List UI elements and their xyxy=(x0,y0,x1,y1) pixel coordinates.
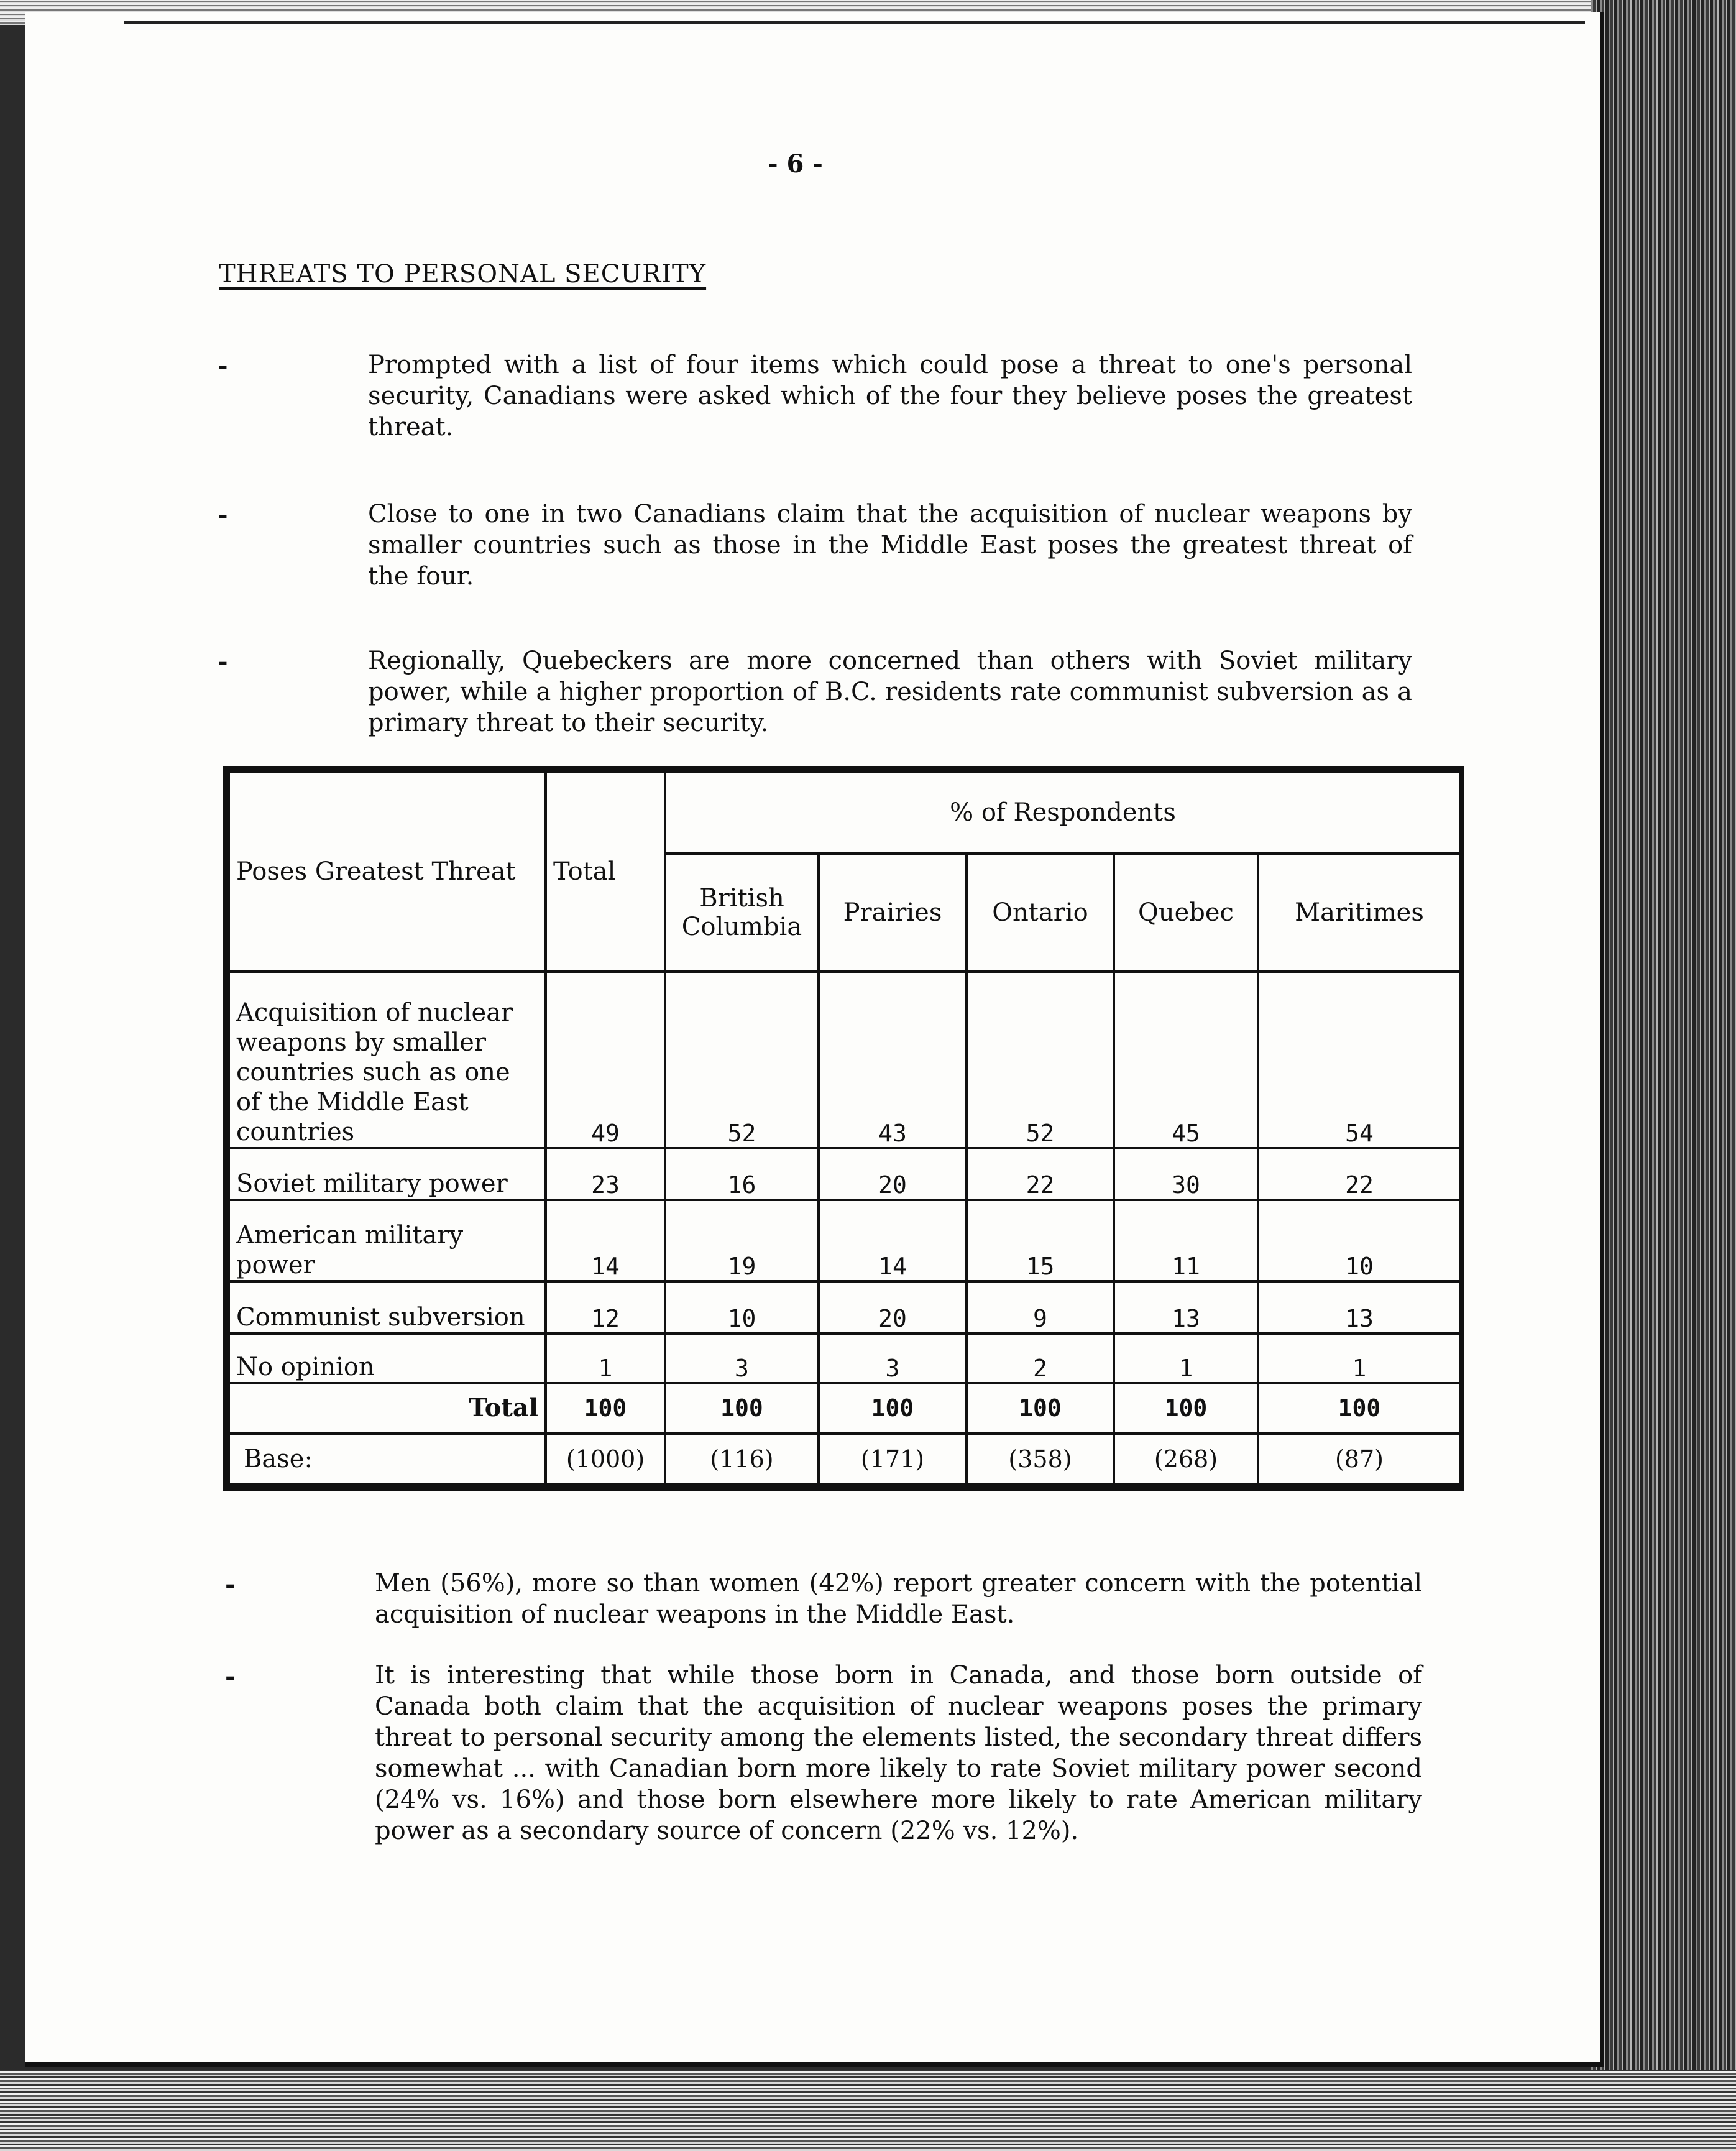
cell-value: 22 xyxy=(967,1148,1114,1200)
cell-value: 1 xyxy=(1258,1333,1461,1383)
cell-value: 20 xyxy=(819,1281,967,1333)
top-rule xyxy=(124,21,1585,24)
cell-value: 43 xyxy=(819,972,967,1148)
cell-value: 23 xyxy=(546,1148,665,1200)
cell-value: 16 xyxy=(665,1148,819,1200)
cell-value: 20 xyxy=(819,1148,967,1200)
total-value: 100 xyxy=(1114,1383,1258,1434)
cell-value: 3 xyxy=(665,1333,819,1383)
page-number: - 6 - xyxy=(768,149,823,178)
row-label: Communist subversion xyxy=(229,1281,546,1333)
header-region: Maritimes xyxy=(1258,854,1461,972)
table-row xyxy=(229,972,1461,1148)
document-page xyxy=(25,12,1604,2067)
threat-table-frame xyxy=(223,766,1464,1491)
base-label: Base: xyxy=(229,1434,546,1485)
cell-value: 1 xyxy=(546,1333,665,1383)
base-value: (268) xyxy=(1114,1434,1258,1485)
total-value: 100 xyxy=(819,1383,967,1434)
header-respondents: % of Respondents xyxy=(665,772,1461,854)
row-label: American military power xyxy=(229,1200,546,1281)
cell-value: 13 xyxy=(1258,1281,1461,1333)
cell-value: 19 xyxy=(665,1200,819,1281)
cell-value: 10 xyxy=(665,1281,819,1333)
header-region: British Columbia xyxy=(665,854,819,972)
cell-value: 1 xyxy=(1114,1333,1258,1383)
row-label: Acquisition of nuclear weapons by smaller countries such as one of the Middle East countries xyxy=(229,972,546,1148)
cell-value: 54 xyxy=(1258,972,1461,1148)
base-value: (1000) xyxy=(546,1434,665,1485)
table-row xyxy=(229,1333,1461,1383)
total-value: 100 xyxy=(665,1383,819,1434)
cell-value: 14 xyxy=(819,1200,967,1281)
header-region: Prairies xyxy=(819,854,967,972)
base-row xyxy=(229,1434,1461,1485)
bullet-dash: - xyxy=(218,647,228,676)
paragraph-2: Close to one in two Canadians claim that the acquisition of nuclear weapons by smaller countries such as those in the Middle East poses the greatest threat of the four. xyxy=(368,500,1412,591)
cell-value: 3 xyxy=(819,1333,967,1383)
cell-value: 52 xyxy=(665,972,819,1148)
paragraph-1: Prompted with a list of four items which could pose a threat to one's personal security, Canadians were asked which of the four they believe poses the greatest threat. xyxy=(368,351,1412,441)
row-label: Soviet military power xyxy=(229,1148,546,1200)
total-value: 100 xyxy=(967,1383,1114,1434)
cell-value: 45 xyxy=(1114,972,1258,1148)
scan-edge-right xyxy=(1591,0,1736,2151)
header-region: Ontario xyxy=(967,854,1114,972)
cell-value: 52 xyxy=(967,972,1114,1148)
bullet-dash: - xyxy=(225,1662,236,1691)
row-label: No opinion xyxy=(229,1333,546,1383)
bullet-dash: - xyxy=(218,500,228,530)
cell-value: 12 xyxy=(546,1281,665,1333)
bullet-dash: - xyxy=(218,351,228,380)
paragraph-5: It is interesting that while those born in Canada, and those born outside of Canada both claim that the acquisition of nuclear weapons poses the primary threat to personal security among the elements listed, the secondary threat differs somewhat ... with Canadian born more likely to rate Soviet military power second (24% vs. 16%) and those born elsewhere more likely to rate American military power as a secondary source of concern (22% vs. 12%). xyxy=(375,1661,1422,1845)
cell-value: 14 xyxy=(546,1200,665,1281)
cell-value: 9 xyxy=(967,1281,1114,1333)
header-total: Total xyxy=(546,772,665,972)
cell-value: 10 xyxy=(1258,1200,1461,1281)
bullet-dash: - xyxy=(225,1570,236,1599)
cell-value: 2 xyxy=(967,1333,1114,1383)
section-heading: THREATS TO PERSONAL SECURITY xyxy=(219,260,707,288)
cell-value: 49 xyxy=(546,972,665,1148)
table-row xyxy=(229,1148,1461,1200)
cell-value: 22 xyxy=(1258,1148,1461,1200)
cell-value: 30 xyxy=(1114,1148,1258,1200)
header-region: Quebec xyxy=(1114,854,1258,972)
cell-value: 11 xyxy=(1114,1200,1258,1281)
header-threat: Poses Greatest Threat xyxy=(229,772,546,972)
total-row xyxy=(229,1383,1461,1434)
cell-value: 13 xyxy=(1114,1281,1258,1333)
base-value: (171) xyxy=(819,1434,967,1485)
paragraph-3: Regionally, Quebeckers are more concerned than others with Soviet military power, while a higher proportion of B.C. residents rate communist subversion as a primary threat to their security. xyxy=(368,647,1412,737)
base-value: (116) xyxy=(665,1434,819,1485)
total-label: Total xyxy=(229,1383,546,1434)
base-value: (87) xyxy=(1258,1434,1461,1485)
table-row xyxy=(229,1281,1461,1333)
table-row xyxy=(229,1200,1461,1281)
total-value: 100 xyxy=(1258,1383,1461,1434)
threat-table xyxy=(227,771,1462,1486)
total-value: 100 xyxy=(546,1383,665,1434)
cell-value: 15 xyxy=(967,1200,1114,1281)
scan-edge-bottom xyxy=(0,2070,1736,2151)
paragraph-4: Men (56%), more so than women (42%) report greater concern with the potential acquisition of nuclear weapons in the Middle East. xyxy=(375,1569,1422,1629)
base-value: (358) xyxy=(967,1434,1114,1485)
